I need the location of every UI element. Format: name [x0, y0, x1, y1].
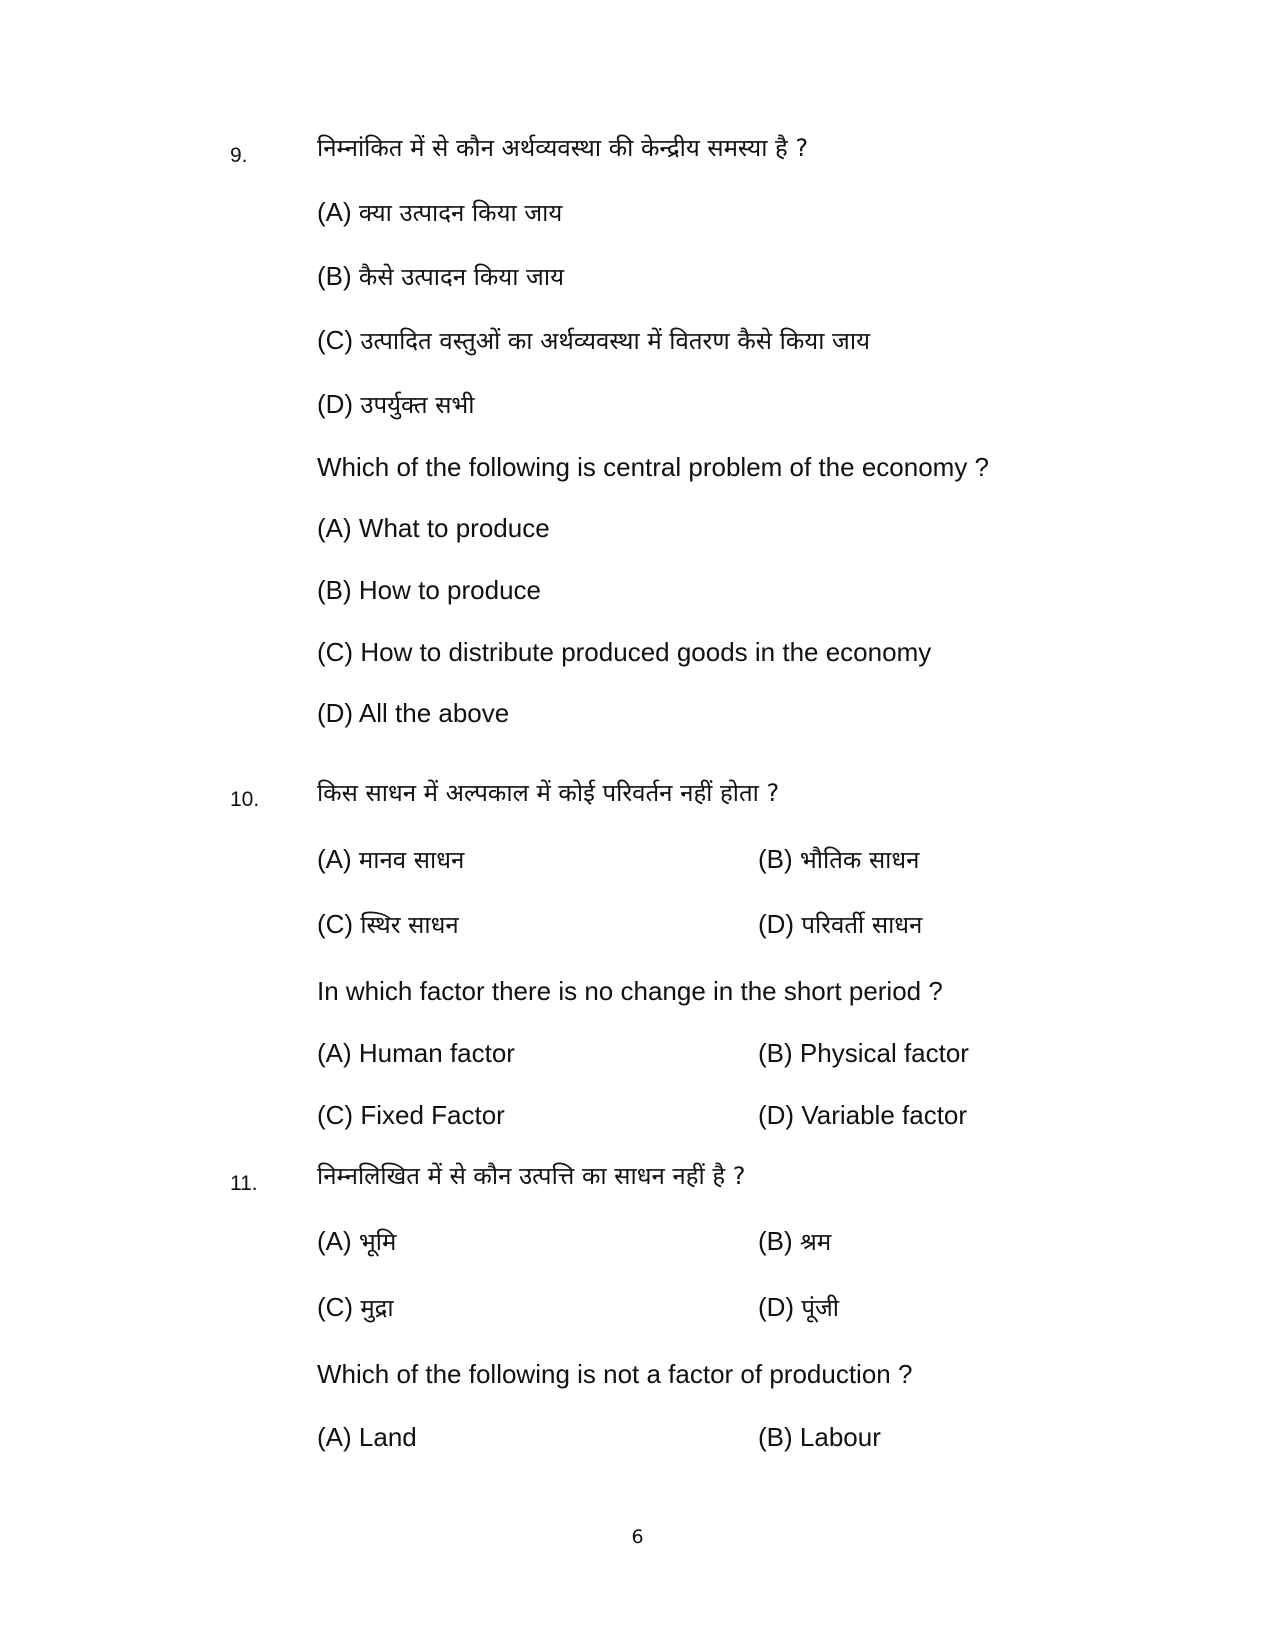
- option-a-hindi: (A) मानव साधन: [317, 844, 465, 874]
- option-c-hindi: (C) स्थिर साधन: [317, 909, 459, 939]
- option-a-hindi: (A) भूमि: [317, 1226, 397, 1256]
- question-number: 11.: [230, 1172, 258, 1195]
- question-text-english: Which of the following is central problem of the economy ?: [317, 452, 990, 482]
- option-b-english: (B) Physical factor: [758, 1038, 969, 1068]
- option-c-english: (C) How to distribute produced goods in the economy: [317, 637, 932, 667]
- option-b-hindi: (B) कैसे उत्पादन किया जाय: [317, 261, 565, 291]
- option-a-english: (A) Human factor: [317, 1038, 515, 1068]
- question-number: 9.: [230, 144, 248, 167]
- option-c-hindi: (C) मुद्रा: [317, 1292, 394, 1322]
- option-b-hindi: (B) भौतिक साधन: [758, 844, 920, 874]
- question-number: 10.: [230, 788, 260, 811]
- option-d-hindi: (D) परिवर्ती साधन: [758, 909, 923, 939]
- option-d-english: (D) Variable factor: [758, 1100, 968, 1130]
- option-d-hindi: (D) उपर्युक्त सभी: [317, 389, 475, 419]
- option-a-english: (A) Land: [317, 1422, 417, 1452]
- option-c-english: (C) Fixed Factor: [317, 1100, 505, 1130]
- option-c-hindi: (C) उत्पादित वस्तुओं का अर्थव्यवस्था में वितरण कैसे किया जाय: [317, 325, 870, 355]
- question-text-english: Which of the following is not a factor of production ?: [317, 1359, 913, 1389]
- option-b-english: (B) How to produce: [317, 575, 542, 605]
- option-a-hindi: (A) क्या उत्पादन किया जाय: [317, 197, 563, 227]
- page-number: 6: [631, 1526, 644, 1548]
- question-text-hindi: निम्नांकित में से कौन अर्थव्यवस्था की केन्द्रीय समस्या है ?: [317, 134, 809, 162]
- question-text-hindi: निम्नलिखित में से कौन उत्पत्ति का साधन नहीं है ?: [317, 1162, 746, 1190]
- option-a-english: (A) What to produce: [317, 513, 550, 543]
- option-d-english: (D) All the above: [317, 698, 510, 728]
- question-text-english: In which factor there is no change in the short period ?: [317, 976, 943, 1006]
- question-text-hindi: किस साधन में अल्पकाल में कोई परिवर्तन नहीं होता ?: [317, 779, 780, 807]
- option-b-english: (B) Labour: [758, 1422, 881, 1452]
- option-b-hindi: (B) श्रम: [758, 1226, 832, 1256]
- option-d-hindi: (D) पूंजी: [758, 1292, 839, 1322]
